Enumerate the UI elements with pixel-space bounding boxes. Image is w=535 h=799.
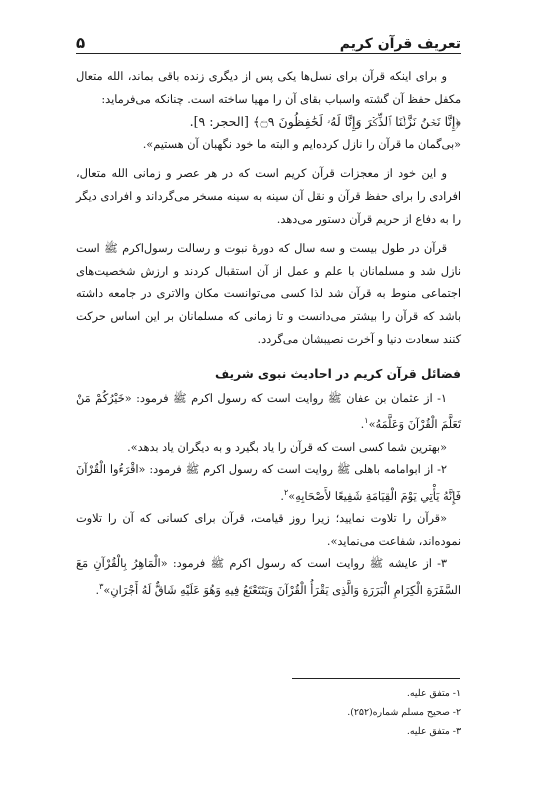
hadith-item: ۱- از عثمان بن عفان ﷺ روایت است که رسول اکرم ﷺ فرمود: «خَيْرُكُمْ مَنْ تَعَلَّمَ الْقُرْآنَ وَعَلَّمَهُ»$^۱$. (76, 391, 461, 432)
footnote: ۱- متفق علیه. (406, 688, 461, 699)
footnote-marker[interactable]: ۲ (283, 487, 289, 497)
verse-translation: «بی‌گمان ما قرآن را نازل کرده‌ایم و البته ما خود نگهبان آن هستیم». (142, 137, 461, 151)
footnote-marker[interactable]: ۱ (364, 416, 369, 426)
page-number: ۵ (76, 34, 86, 52)
footnote: ۳- متفق علیه. (406, 726, 461, 737)
header-rule (76, 53, 461, 54)
running-header (76, 30, 461, 52)
sentence-end: . (95, 583, 100, 597)
paragraph: و این خود از معجزات قرآن کریم است که در هر عصر و زمانی الله متعال، افرادی را برای حفظ قرآن و نقل آن سینه به سینه مسخر می‌گرداند و افرادی دیگر را به دفاع از حریم قرآن دستور می‌دهد. (76, 167, 461, 226)
footnotes (76, 684, 461, 741)
hadith-translation: «بهترین شما کسی است که قرآن را یاد بگیرد و به دیگران یاد بدهد». (127, 440, 447, 454)
main-text (76, 66, 461, 602)
hadith-text: ۳- از عایشه ﷺ روایت است که رسول اکرم ﷺ فرمود: «الْمَاهِرُ بِالْقُرْآنِ مَعَ السَّفَرَةِ الْكِرَامِ الْبَرَرَةِ وَالَّذِى يَقْرَأُ الْقُرْآنَ وَيَتَتَعْتَعُ فِيهِ وَهُوَ عَلَيْهِ شَاقٌّ لَهُ أَجْرَانِ» (76, 557, 461, 597)
hadith-item: ۲- از ابوامامه باهلی ﷺ روایت است که رسول اکرم ﷺ فرمود: «اقْرَءُوا الْقُرْآنَ فَإِنَّهُ يَأْتِي يَوْمَ الْقِيَامَةِ شَفِيعًا لأَصْحَابِهِ»$^۲$. (76, 463, 461, 503)
quran-verse: ﴿إِنَّا نَحۡنُ نَزَّلۡنَا ٱلذِّكۡرَ وَإِنَّا لَهُۥ لَحَٰفِظُونَ ۝٩﴾ (252, 114, 461, 130)
footnote-separator (292, 678, 460, 679)
section-heading: فضائل قرآن کریم در احادیث نبوی شریف (215, 367, 461, 382)
paragraph: قرآن در طول بیست و سه سال که دورهٔ نبوت و رسالت رسول‌اکرم ﷺ است نازل شد و مسلمانان با علم و عمل از آن استقبال کردند و ارزش شخصیت‌های اجتماعی منوط به قرآن شد لذا کسی می‌توانست مکان والاتری در جامعه داشته باشد که قرآن را بیشتر می‌دانست و تا زمانی که مسلمانان بر این اساس حرکت کنند سعادت دنیا و آخرت نصیبشان می‌گردد. (76, 242, 461, 346)
hadith-item (76, 553, 461, 602)
paragraph: و برای اینکه قرآن برای نسل‌ها یکی پس از دیگری زنده باقی بماند، الله متعال مکفل حفظ آن گشته واسباب بقای آن را مهیا ساخته است. چنانکه می‌فرماید: (76, 70, 461, 106)
quran-verse-line (76, 111, 461, 134)
footnote-marker[interactable]: ۳ (99, 582, 104, 591)
chapter-title: تعریف قرآن کریم (339, 36, 461, 52)
verse-reference: [الحجر: ۹]. (189, 114, 249, 130)
hadith-text: ۱- از عثمان بن عفان ﷺ روایت است که رسول اکرم ﷺ فرمود: «خَيْرُكُمْ مَنْ تَعَلَّمَ الْقُرْآنَ وَعَلَّمَهُ» (76, 391, 461, 432)
footnote: ۲- صحیح مسلم شماره(۲۵۲). (347, 707, 461, 718)
hadith-text: ۲- از ابوامامه باهلی ﷺ روایت است که رسول اکرم ﷺ فرمود: «اقْرَءُوا الْقُرْآنَ فَإِنَّهُ يَأْتِي يَوْمَ الْقِيَامَةِ شَفِيعًا لأَصْحَابِهِ» (76, 463, 461, 503)
hadith-translation: «قرآن را تلاوت نمایید؛ زیرا روز قیامت، قرآن برای کسانی که آن را تلاوت نموده‌اند، شفاعت می‌نماید». (76, 512, 461, 548)
